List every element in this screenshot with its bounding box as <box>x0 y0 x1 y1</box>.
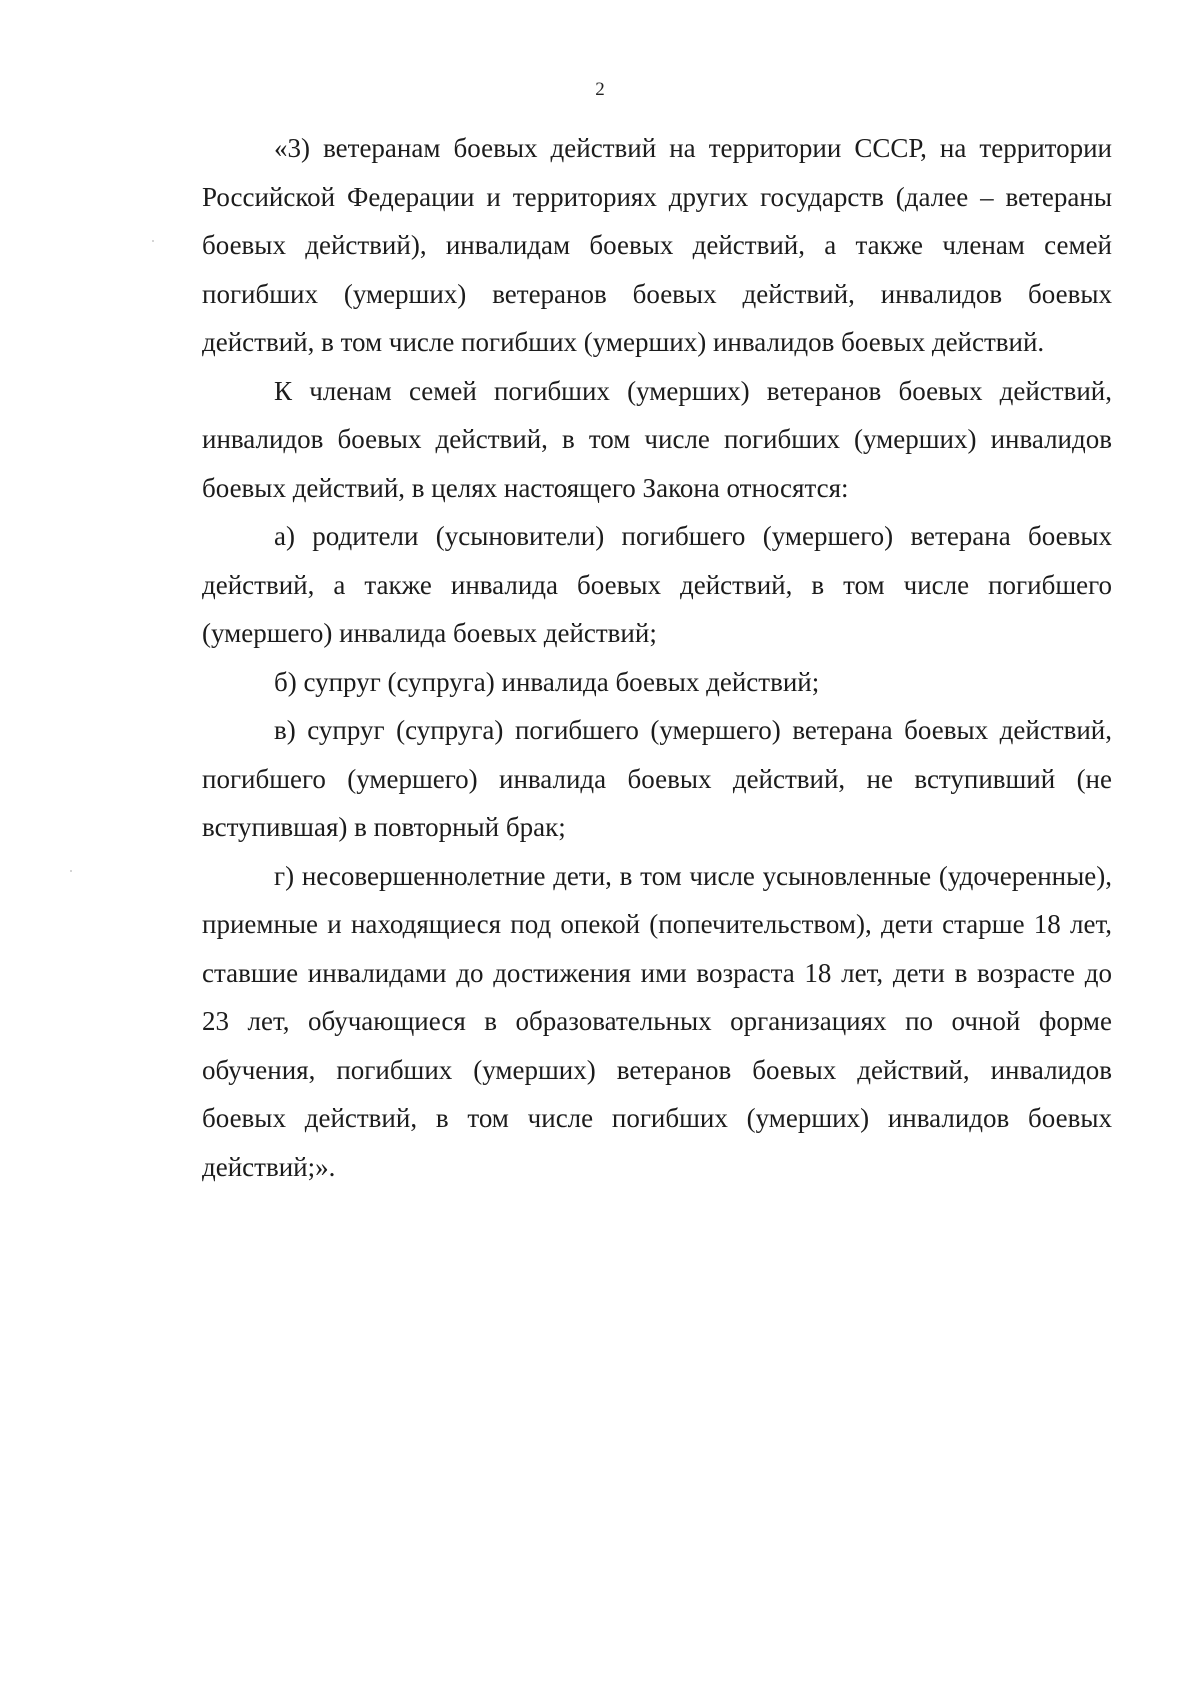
scan-speck <box>70 870 72 872</box>
page-number: 2 <box>595 79 605 100</box>
paragraph-family-members-intro: К членам семей погибших (умерших) ветеранов боевых действий, инвалидов боевых действий, в том числе погибших (умерших) инвалидов боевых действий, в целях настоящего Закона относятся: <box>202 375 1112 503</box>
paragraph-veterans-definition: «3) ветеранам боевых действий на территории СССР, на территории Российской Федерации и территориях других государств (далее – ветераны боевых действий), инвалидам боевых действий, а также членам семей погибших (умерших) ветеранов боевых действий, инвалидов боевых действий, в том числе погибших (умерших) инвалидов боевых действий. <box>202 133 1112 357</box>
list-item-v-spouse-deceased: в) супруг (супруга) погибшего (умершего) ветерана боевых действий, погибшего (умершего) инвалида боевых действий, не вступивший (не вступившая) в повторный брак; <box>202 715 1112 842</box>
scan-speck <box>152 240 154 242</box>
document-body <box>202 124 1112 1191</box>
list-item-b-spouse-invalid: б) супруг (супруга) инвалида боевых действий; <box>274 666 820 697</box>
list-item-a-parents: а) родители (усыновители) погибшего (умершего) ветерана боевых действий, а также инвалида боевых действий, в том числе погибшего (умершего) инвалида боевых действий; <box>202 521 1112 648</box>
list-item-g-children: г) несовершеннолетние дети, в том числе усыновленные (удочеренные), приемные и находящиеся под опекой (попечительством), дети старше 18 лет, ставшие инвалидами до достижения ими возраста 18 лет, дети в возрасте до 23 лет, обучающиеся в образовательных организациях по очной форме обучения, погибших (умерших) ветеранов боевых действий, инвалидов боевых действий, в том числе погибших (умерших) инвалидов боевых действий;». <box>202 860 1112 1182</box>
